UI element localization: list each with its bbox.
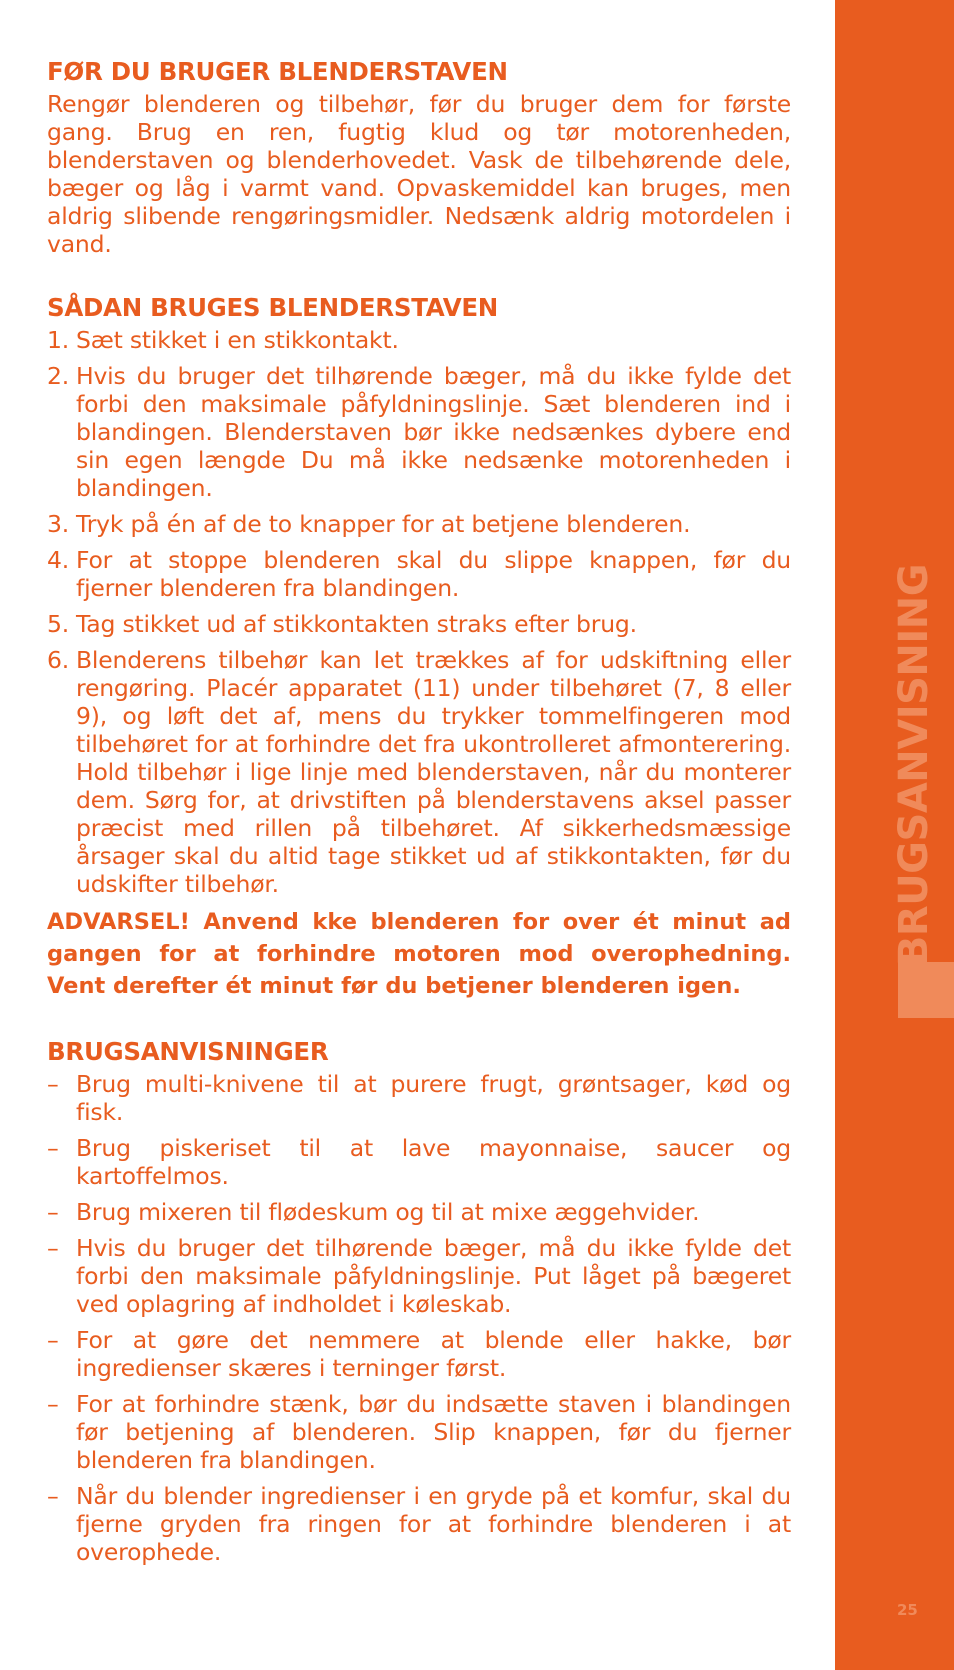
step-text: Blenderens tilbehør kan let trækkes af for udskiftning eller rengøring. Placér apparatet (11) under tilbehøret (7, 8 eller 9), og løft det af, mens du trykker tommelfingeren mod tilbehøret for at forhindre det fra ukontrolleret afmonterering. Hold tilbehør i lige linje med blenderstaven, når du monterer dem. Sørg for, at drivstiften på blenderstavens aksel passer præcist med rillen på tilbehøret. Af sikkerhedsmæssige årsager skal du altid tage stikket ud af stikkontakten, før du udskifter tilbehør.: [76, 646, 791, 898]
instruction-item: [47, 1390, 791, 1474]
step-number: 1.: [47, 326, 70, 354]
step-text: Hvis du bruger det tilhørende bæger, må du ikke fylde det forbi den maksimale påfyldningslinje. Sæt blenderen ind i blandingen. Blenderstaven bør ikke nedsænkes dybere end sin egen længde Du må ikke nedsænke motorenheden i blandingen.: [76, 362, 791, 502]
usage-step: [47, 326, 791, 354]
instruction-text: Når du blender ingredienser i en gryde på et komfur, skal du fjerne gryden fra ringen for at forhindre blenderen i at overophede.: [76, 1482, 791, 1566]
side-tab-marker: [898, 962, 954, 1018]
usage-step: [47, 610, 791, 638]
step-number: 3.: [47, 510, 70, 538]
usage-steps-list: [47, 326, 791, 898]
instruction-text: For at forhindre stænk, bør du indsætte staven i blandingen før betjening af blenderen. Slip knappen, før du fjerner blenderen fra blandingen.: [76, 1390, 791, 1474]
section-heading-before-use: FØR DU BRUGER BLENDERSTAVEN: [47, 57, 508, 86]
step-number: 4.: [47, 546, 70, 574]
instruction-text: For at gøre det nemmere at blende eller hakke, bør ingredienser skæres i terninger først.: [76, 1326, 791, 1382]
bullet-dash: –: [47, 1134, 59, 1162]
step-text: Tag stikket ud af stikkontakten straks efter brug.: [76, 610, 637, 638]
instruction-text: Brug piskeriset til at lave mayonnaise, saucer og kartoffelmos.: [76, 1134, 791, 1190]
usage-step: [47, 646, 791, 898]
instruction-text: Brug mixeren til flødeskum og til at mixe æggehvider.: [76, 1198, 700, 1226]
page-number: 25: [897, 1601, 918, 1619]
step-text: Sæt stikket i en stikkontakt.: [76, 326, 399, 354]
bullet-dash: –: [47, 1198, 59, 1226]
step-number: 2.: [47, 362, 70, 390]
section-heading-instructions: BRUGSANVISNINGER: [47, 1037, 329, 1066]
instruction-item: [47, 1482, 791, 1566]
warning-paragraph: ADVARSEL! Anvend kke blenderen for over ét minut ad gangen for at forhindre motoren mod overophedning. Vent derefter ét minut før du betjener blenderen igen.: [47, 909, 791, 999]
bullet-dash: –: [47, 1326, 59, 1354]
instruction-item: [47, 1326, 791, 1382]
sidebar-title: BRUGSANVISNING: [891, 563, 937, 967]
before-use-paragraph: Rengør blenderen og tilbehør, før du bruger dem for første gang. Brug en ren, fugtig klud og tør motorenheden, blenderstaven og blenderhovedet. Vask de tilbehørende dele, bæger og låg i varmt vand. Opvaskemiddel kan bruges, men aldrig slibende rengøringsmidler. Nedsænk aldrig motordelen i vand.: [47, 90, 791, 258]
step-text: For at stoppe blenderen skal du slippe knappen, før du fjerner blenderen fra blandingen.: [76, 546, 791, 602]
step-number: 5.: [47, 610, 70, 638]
section-heading-how-to-use: SÅDAN BRUGES BLENDERSTAVEN: [47, 293, 499, 322]
instruction-item: [47, 1198, 791, 1226]
usage-step: [47, 362, 791, 502]
bullet-dash: –: [47, 1070, 59, 1098]
bullet-dash: –: [47, 1482, 59, 1510]
instruction-text: Brug multi-knivene til at purere frugt, grøntsager, kød og fisk.: [76, 1070, 791, 1126]
instruction-item: [47, 1070, 791, 1126]
usage-step: [47, 510, 791, 538]
step-text: Tryk på én af de to knapper for at betjene blenderen.: [76, 510, 691, 538]
instruction-text: Hvis du bruger det tilhørende bæger, må du ikke fylde det forbi den maksimale påfyldningslinje. Put låget på bægeret ved oplagring af indholdet i køleskab.: [76, 1234, 791, 1318]
step-number: 6.: [47, 646, 70, 674]
instruction-item: [47, 1234, 791, 1318]
main-content: [47, 58, 791, 1574]
instructions-list: [47, 1070, 791, 1566]
instruction-item: [47, 1134, 791, 1190]
bullet-dash: –: [47, 1234, 59, 1262]
bullet-dash: –: [47, 1390, 59, 1418]
usage-step: [47, 546, 791, 602]
